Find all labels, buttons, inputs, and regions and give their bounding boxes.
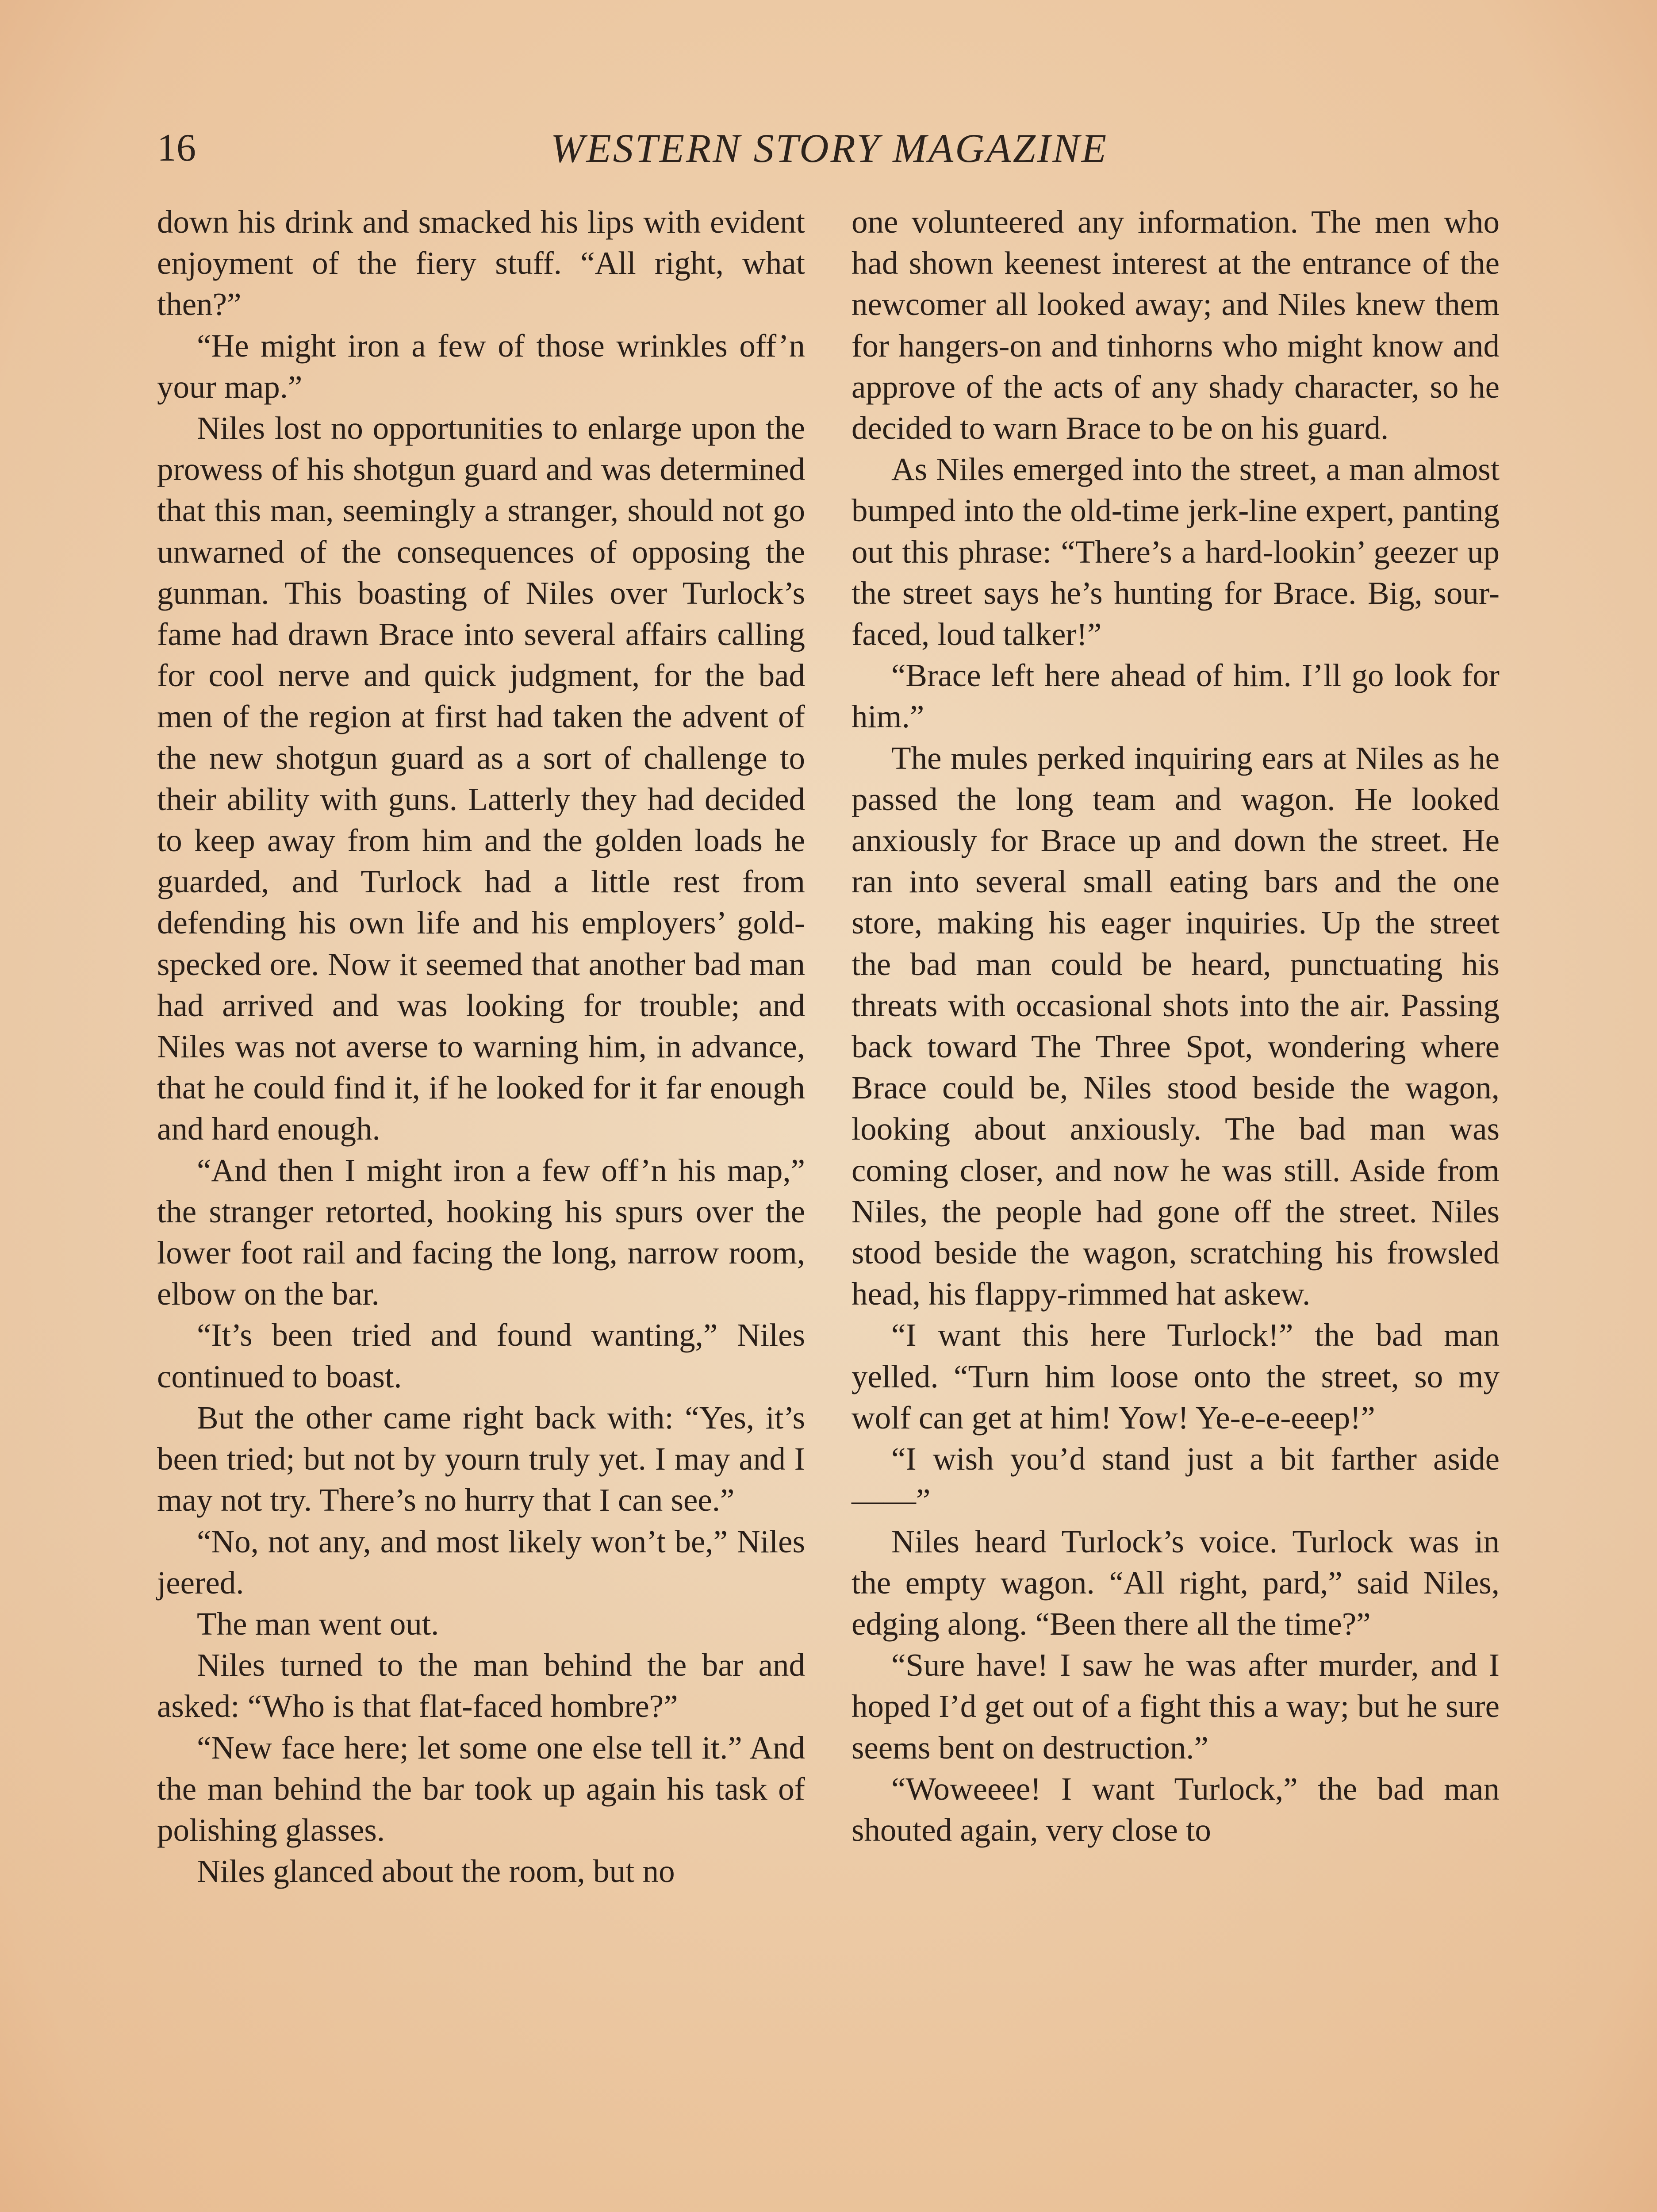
paragraph: one volunteered any information. The men who had shown keenest interest at the entrance of the newcomer all looked away; and Niles knew them for hangers-on and tinhorns who might know and approve of the acts of any shady character, so he decided to warn Brace to be on his guard. <box>852 204 1500 446</box>
paragraph: Niles glanced about the room, but no <box>197 1853 675 1889</box>
paragraph: “New face here; let some one else tell it.” And the man behind the bar took up again his task of polishing glasses. <box>157 1729 805 1848</box>
paragraph: But the other came right back with: “Yes, it’s been tried; but not by yourn truly yet. I may and I may not try. There’s no hurry that I can see.” <box>157 1399 805 1518</box>
page-number: 16 <box>157 127 196 169</box>
paragraph: “It’s been tried and found wanting,” Niles continued to boast. <box>157 1317 805 1394</box>
paragraph: “Woweeee! I want Turlock,” the bad man shouted again, very close to <box>852 1770 1500 1848</box>
running-title: WESTERN STORY MAGAZINE <box>550 126 1109 171</box>
page-header <box>157 119 1502 177</box>
paragraph: Niles heard Turlock’s voice. Turlock was in the empty wagon. “All right, pard,” said Niles, edging along. “Been there all the time?” <box>852 1523 1500 1642</box>
right-column <box>852 201 1500 1851</box>
paragraph: Niles lost no opportunities to enlarge upon the prowess of his shotgun guard and was determined that this man, seemingly a stranger, should not go unwarned of the consequences of opposing the gunman. This boasting of Niles over Turlock’s fame had drawn Brace into several affairs calling for cool nerve and quick judgment, for the bad men of the region at first had taken the advent of the new shotgun guard as a sort of challenge to their ability with guns. Latterly they had decided to keep away from him and the golden loads he guarded, and Turlock had a little rest from defending his own life and his employers’ gold-specked ore. Now it seemed that another bad man had arrived and was looking for trouble; and Niles was not averse to warning him, in advance, that he could find it, if he looked for it far enough and hard enough. <box>157 410 805 1147</box>
paragraph: down his drink and smacked his lips with evident enjoyment of the fiery stuff. “All right, what then?” <box>157 204 805 323</box>
paragraph: The mules perked inquiring ears at Niles as he passed the long team and wagon. He looked anxiously for Brace up and down the street. He ran into several small eating bars and the one store, making his eager inquiries. Up the street the bad man could be heard, punctuating his threats with occasional shots into the air. Passing back toward The Three Spot, wondering where Brace could be, Niles stood beside the wagon, looking about anxiously. The bad man was coming closer, and now he was still. Aside from Niles, the people had gone off the street. Niles stood beside the wagon, scratching his frowsled head, his flappy-rimmed hat askew. <box>852 740 1500 1312</box>
paragraph: “I want this here Turlock!” the bad man yelled. “Turn him loose onto the street, so my wolf can get at him! Yow! Ye-e-e-eeep!” <box>852 1317 1500 1436</box>
paragraph: The man went out. <box>197 1605 439 1642</box>
paragraph: Niles turned to the man behind the bar and asked: “Who is that flat-faced hombre?” <box>157 1647 805 1724</box>
paragraph: As Niles emerged into the street, a man almost bumped into the old-time jerk-line expert, panting out this phrase: “There’s a hard-lookin’ geezer up the street says he’s hunting for Brace. Big, sour-faced, loud talker!” <box>852 451 1500 653</box>
paragraph: “No, not any, and most likely won’t be,” Niles jeered. <box>157 1523 805 1601</box>
left-column <box>157 201 805 1892</box>
paragraph: “I wish you’d stand just a bit farther aside——” <box>852 1441 1500 1518</box>
paragraph: “And then I might iron a few off’n his map,” the stranger retorted, hooking his spurs over the lower foot rail and facing the long, narrow room, elbow on the bar. <box>157 1152 805 1312</box>
paragraph: “Sure have! I saw he was after murder, and I hoped I’d get out of a fight this a way; but he sure seems bent on destruction.” <box>852 1647 1500 1766</box>
paragraph: “He might iron a few of those wrinkles off’n your map.” <box>157 327 805 405</box>
paragraph: “Brace left here ahead of him. I’ll go look for him.” <box>852 657 1500 735</box>
